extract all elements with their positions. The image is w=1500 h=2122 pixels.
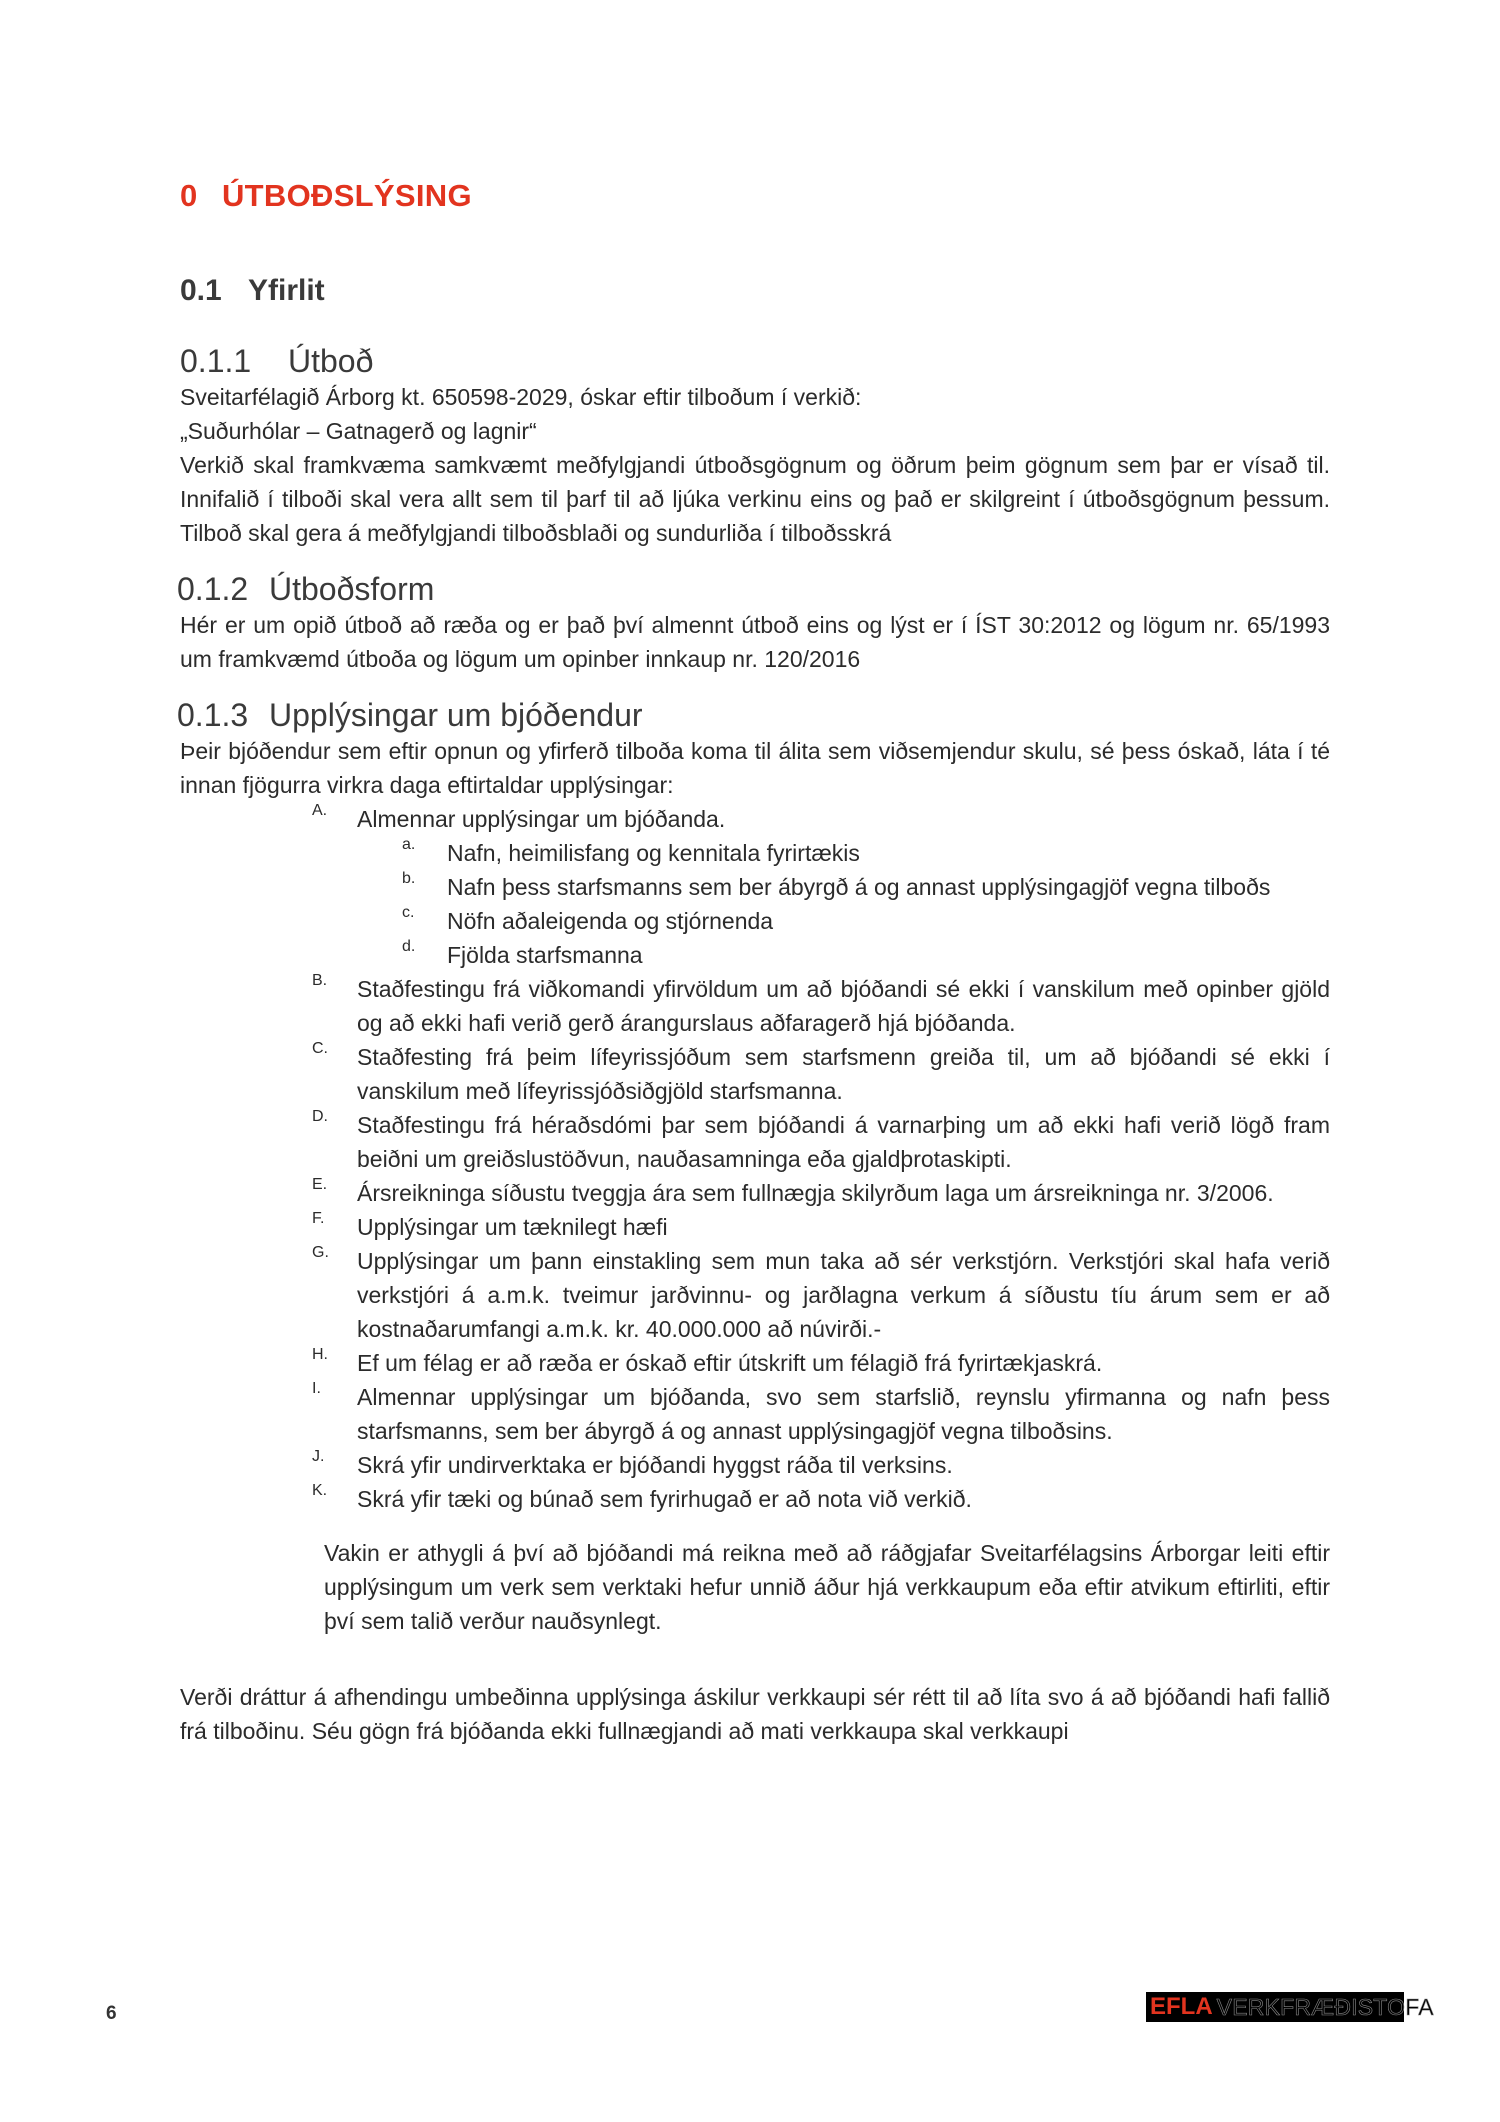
list-item — [312, 1380, 1330, 1448]
list-marker: F. — [312, 1210, 325, 1227]
list-item — [312, 972, 1330, 1040]
heading-title: Yfirlit — [248, 274, 325, 307]
list-item-text: Staðfesting frá þeim lífeyrissjóðum sem starfsmenn greiða til, um að bjóðandi sé ekki í vanskilum með lífeyrissjóðsiðgjöld starfsmanna. — [357, 1044, 1330, 1104]
list-marker: J. — [312, 1448, 325, 1465]
sub-list-item — [402, 836, 1330, 870]
list-item-text: Nafn þess starfsmanns sem ber ábyrgð á og annast upplýsingagjöf vegna tilboðs — [447, 874, 1271, 900]
list-marker: G. — [312, 1244, 329, 1261]
list-item — [312, 802, 1330, 836]
list-item — [312, 1108, 1330, 1176]
section-0-1-1 — [180, 342, 1330, 550]
list-item-text: Skrá yfir undirverktaka er bjóðandi hyggst ráða til verksins. — [357, 1452, 953, 1478]
logo-subtitle: VERKFRÆÐISTOFA — [1216, 1993, 1434, 2020]
heading-title: Útboðsform — [269, 571, 435, 607]
sub-list-item — [402, 938, 1330, 972]
note-paragraph: Vakin er athygli á því að bjóðandi má reikna með að ráðgjafar Sveitarfélagsins Árborgar leiti eftir upplýsingum um verk sem verktaki hefur unnið áður hjá verkkaupum eða eftir atvikum eftirliti, eftir því sem talið verður nauðsynlegt. — [324, 1540, 1330, 1634]
heading-number: 0 — [180, 178, 198, 213]
heading-number: 0.1.3 — [177, 697, 249, 733]
list-item — [312, 1176, 1330, 1210]
heading-level-2 — [177, 696, 1330, 734]
section-0-1-2 — [177, 570, 1330, 676]
list-item-text: Nafn, heimilisfang og kennitala fyrirtækis — [447, 840, 860, 866]
list-item-text: Staðfestingu frá viðkomandi yfirvöldum um að bjóðandi sé ekki í vanskilum með opinber gjöld og að ekki hafi verið gerð árangurslaus aðfaragerð hjá bjóðanda. — [357, 976, 1330, 1036]
heading-level-2 — [180, 342, 1330, 380]
heading-level-0 — [180, 178, 1330, 214]
body-paragraph: Verkið skal framkvæma samkvæmt meðfylgjandi útboðsgögnum og öðrum þeim gögnum sem þar er vísað til. Innifalið í tilboði skal vera allt sem til þarf til að ljúka verkinu eins og það er skilgreint í útboðsgögnum þessum. Tilboð skal gera á meðfylgjandi tilboðsblaði og sundurliða í tilboðsskrá — [180, 452, 1330, 546]
list-marker: c. — [402, 904, 415, 921]
body-paragraph: Þeir bjóðendur sem eftir opnun og yfirferð tilboða koma til álita sem viðsemjendur skulu, sé þess óskað, láta í té innan fjögurra virkra daga eftirtaldar upplýsingar: — [180, 738, 1330, 798]
list-item-text: Ef um félag er að ræða er óskað eftir útskrift um félagið frá fyrirtækjaskrá. — [357, 1350, 1103, 1376]
list-item — [312, 1448, 1330, 1482]
list-item — [312, 1040, 1330, 1108]
heading-title: Upplýsingar um bjóðendur — [269, 697, 643, 733]
requirements-list — [312, 802, 1330, 1516]
efla-logo — [1146, 1992, 1434, 2022]
body-line: „Suðurhólar – Gatnagerð og lagnir“ — [180, 418, 537, 444]
heading-title: ÚTBOÐSLÝSING — [222, 178, 472, 213]
page-content — [177, 178, 1330, 1768]
body-paragraph: Hér er um opið útboð að ræða og er það því almennt útboð eins og lýst er í ÍST 30:2012 og lögum nr. 65/1993 um framkvæmd útboða og lögum um opinber innkaup nr. 120/2016 — [180, 612, 1330, 672]
list-item-text: Fjölda starfsmanna — [447, 942, 643, 968]
sub-list — [402, 836, 1330, 972]
page-number: 6 — [106, 2003, 117, 2024]
list-marker: d. — [402, 938, 416, 955]
list-marker: C. — [312, 1040, 328, 1057]
list-item-text: Ársreikninga síðustu tveggja ára sem fullnægja skilyrðum laga um ársreikninga nr. 3/2006. — [357, 1180, 1274, 1206]
list-marker: A. — [312, 802, 328, 819]
list-marker: b. — [402, 870, 416, 887]
body-line: Sveitarfélagið Árborg kt. 650598-2029, óskar eftir tilboðum í verkið: — [180, 384, 862, 410]
list-marker: E. — [312, 1176, 328, 1193]
list-item-text: Almennar upplýsingar um bjóðanda. — [357, 806, 726, 832]
section-0-1-3 — [177, 696, 1330, 1748]
list-item — [312, 1482, 1330, 1516]
list-item-text: Nöfn aðaleigenda og stjórnenda — [447, 908, 774, 934]
heading-number: 0.1.2 — [177, 571, 249, 607]
list-item — [312, 1210, 1330, 1244]
heading-level-1 — [180, 274, 1330, 308]
list-marker: K. — [312, 1482, 328, 1499]
heading-title: Útboð — [288, 343, 374, 379]
list-marker: H. — [312, 1346, 328, 1363]
list-item-text: Upplýsingar um þann einstakling sem mun taka að sér verkstjórn. Verkstjóri skal hafa verið verkstjóri á a.m.k. tveimur jarðvinnu- og jarðlagna verkum á síðustu tíu árum sem er að kostnaðarumfangi a.m.k. kr. 40.000.000 að núvirði.- — [357, 1248, 1330, 1342]
list-item — [312, 1346, 1330, 1380]
sub-list-item — [402, 870, 1330, 904]
list-item-text: Almennar upplýsingar um bjóðanda, svo sem starfslið, reynslu yfirmanna og nafn þess starfsmanns, sem ber ábyrgð á og annast upplýsingagjöf vegna tilboðsins. — [357, 1384, 1330, 1444]
list-marker: a. — [402, 836, 416, 853]
heading-number: 0.1.1 — [180, 343, 252, 379]
list-item-text: Staðfestingu frá héraðsdómi þar sem bjóðandi á varnarþing um að ekki hafi verið lögð fram beiðni um greiðslustöðvun, nauðasamninga eða gjaldþrotaskipti. — [357, 1112, 1330, 1172]
list-marker: B. — [312, 972, 328, 989]
heading-number: 0.1 — [180, 274, 222, 307]
list-marker: I. — [312, 1380, 321, 1397]
logo-brand: EFLA — [1150, 1993, 1213, 2020]
list-item — [312, 1244, 1330, 1346]
list-item-text: Skrá yfir tæki og búnað sem fyrirhugað er að nota við verkið. — [357, 1486, 972, 1512]
closing-paragraph: Verði dráttur á afhendingu umbeðinna upplýsinga áskilur verkkaupi sér rétt til að líta svo á að bjóðandi hafi fallið frá tilboðinu. Séu gögn frá bjóðanda ekki fullnægjandi að mati verkkaupa skal verkkaupi — [180, 1684, 1330, 1744]
heading-level-2 — [177, 570, 1330, 608]
list-item-text: Upplýsingar um tæknilegt hæfi — [357, 1214, 668, 1240]
list-marker: D. — [312, 1108, 328, 1125]
sub-list-item — [402, 904, 1330, 938]
